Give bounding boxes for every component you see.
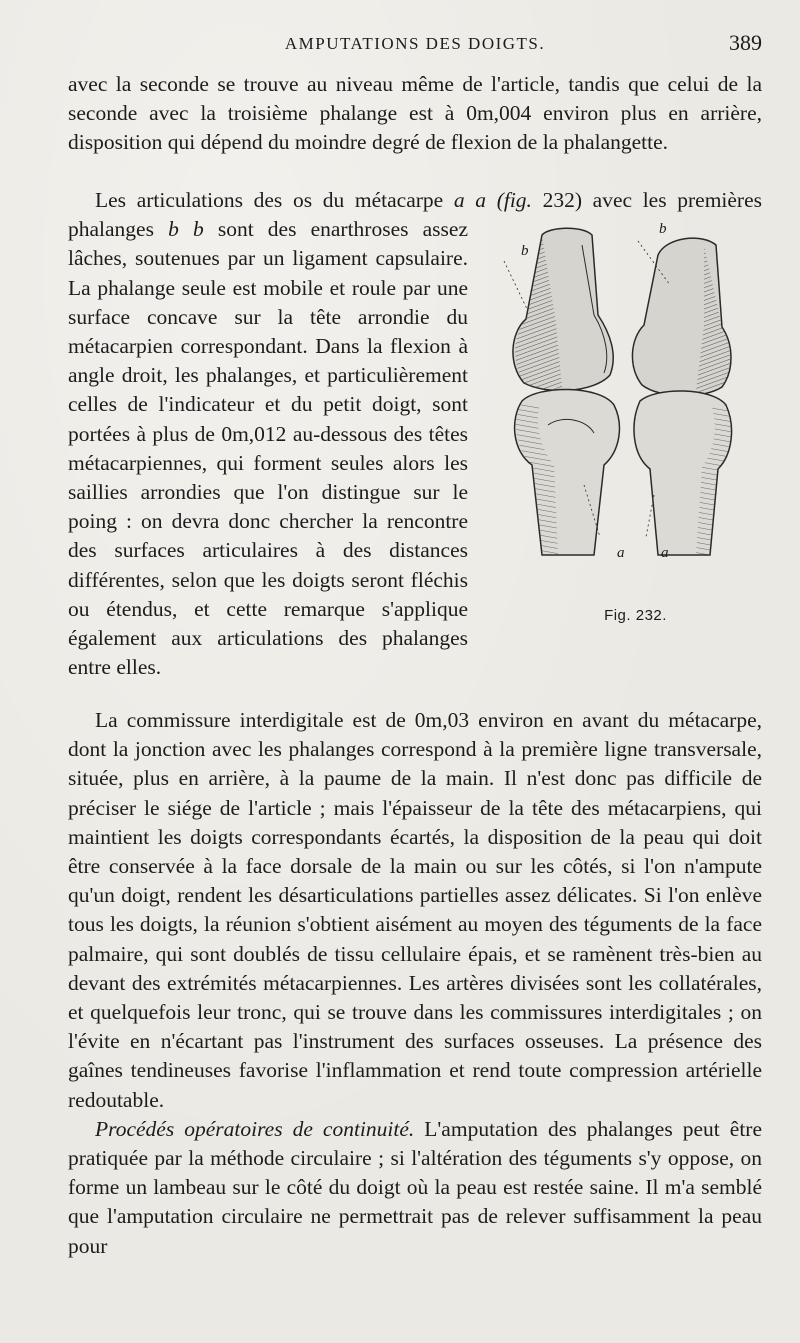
knuckle-illustration <box>482 215 762 595</box>
page-number: 389 <box>729 30 762 55</box>
page-header <box>68 30 762 66</box>
right-phalanx <box>632 238 731 396</box>
running-head: AMPUTATIONS DES DOIGTS. <box>284 34 546 53</box>
text-run: 232) avec les premières phalanges <box>68 188 763 242</box>
text-block-articulations <box>68 186 762 682</box>
label-b-right: b <box>659 221 667 238</box>
text-run: sont des enarthroses assez lâches, soutenues par un ligament capsulaire. La phalange seule est mobile et roule par une surface concave sur la tête arrondie du métacarpien correspondant. Dans la flexion à angle droit, les phalanges, et particulièrement celles de l'indicateur et du petit doigt, sont portées à plus de 0m,012 au-dessous des têtes métacarpiennes, qui forment seules alors les saillies arrondies que l'on distingue sur le poing : on devra donc chercher la rencontre des surfaces articulaires à des distances différentes, selon que les doigts seront fléchis ou étendus, et cette remarque s'applique également aux articulations des phalanges entre elles. <box>68 217 468 680</box>
left-metacarpal <box>515 390 620 556</box>
paragraph-commissure: La commissure interdigitale est de 0m,03 environ en avant du métacarpe, dont la jonction avec les phalanges correspond à la première ligne transversale, située, plus en arrière, à la paume de la main. Il n'est donc pas difficile de préciser le siége de l'article ; mais l'épaisseur de la tête des métacarpiens, qui maintient les doigts correspondants écartés, la disposition de la peau qui doit être conservée à la face dorsale de la main ou sur les côtés, si l'on n'ampute qu'un doigt, rendent les désarticulations partielles assez délicates. Si l'on enlève tous les doigts, la réunion s'obtient aisément au moyen des téguments de la face palmaire, qui sont doublés de tissu cellulaire épais, et se ramènent très-bien au devant des extrémités métacarpiennes. Les artères divisées sont les collatérales, et quelquefois leur tronc, qui se trouve dans les commissures interdigitales ; on l'évite en n'écartant pas l'instrument des surfaces osseuses. La présence des gaînes tendineuses favorise l'inflammation et rend toute compression artérielle redoutable. <box>68 708 762 1112</box>
paragraph-articulations <box>68 186 762 682</box>
figure-caption: Fig. 232. <box>604 607 667 625</box>
figure-ref: a a (fig. <box>453 188 532 212</box>
text-run: Les articulations des os du métacarpe <box>95 188 454 212</box>
text-run: L'amputation des phalanges peut être pratiquée par la méthode circulaire ; si l'altération des téguments s'y oppose, on forme un lambeau sur le côté du doigt où la peau est restée saine. Il m'a semblé que l'amputation circulaire ne permettrait pas de relever suffisamment la peau pour <box>68 1116 762 1258</box>
text-block-commissure <box>68 706 762 1261</box>
label-a-left: a <box>617 545 625 562</box>
text-block-continuation <box>68 70 762 158</box>
right-metacarpal <box>634 391 732 555</box>
paragraph-procedes <box>68 1115 762 1261</box>
figure-232 <box>482 215 762 643</box>
label-b-left: b <box>521 243 529 260</box>
section-heading: Procédés opératoires de continuité. <box>95 1116 415 1141</box>
label-a-right: a <box>661 545 669 562</box>
paragraph-continuation: avec la seconde se trouve au niveau même de l'article, tandis que celui de la seconde avec la troisième phalange est à 0m,004 environ plus en arrière, disposition qui dépend du moindre degré de flexion de la phalangette. <box>68 72 762 155</box>
label-ref: b b <box>168 217 204 242</box>
